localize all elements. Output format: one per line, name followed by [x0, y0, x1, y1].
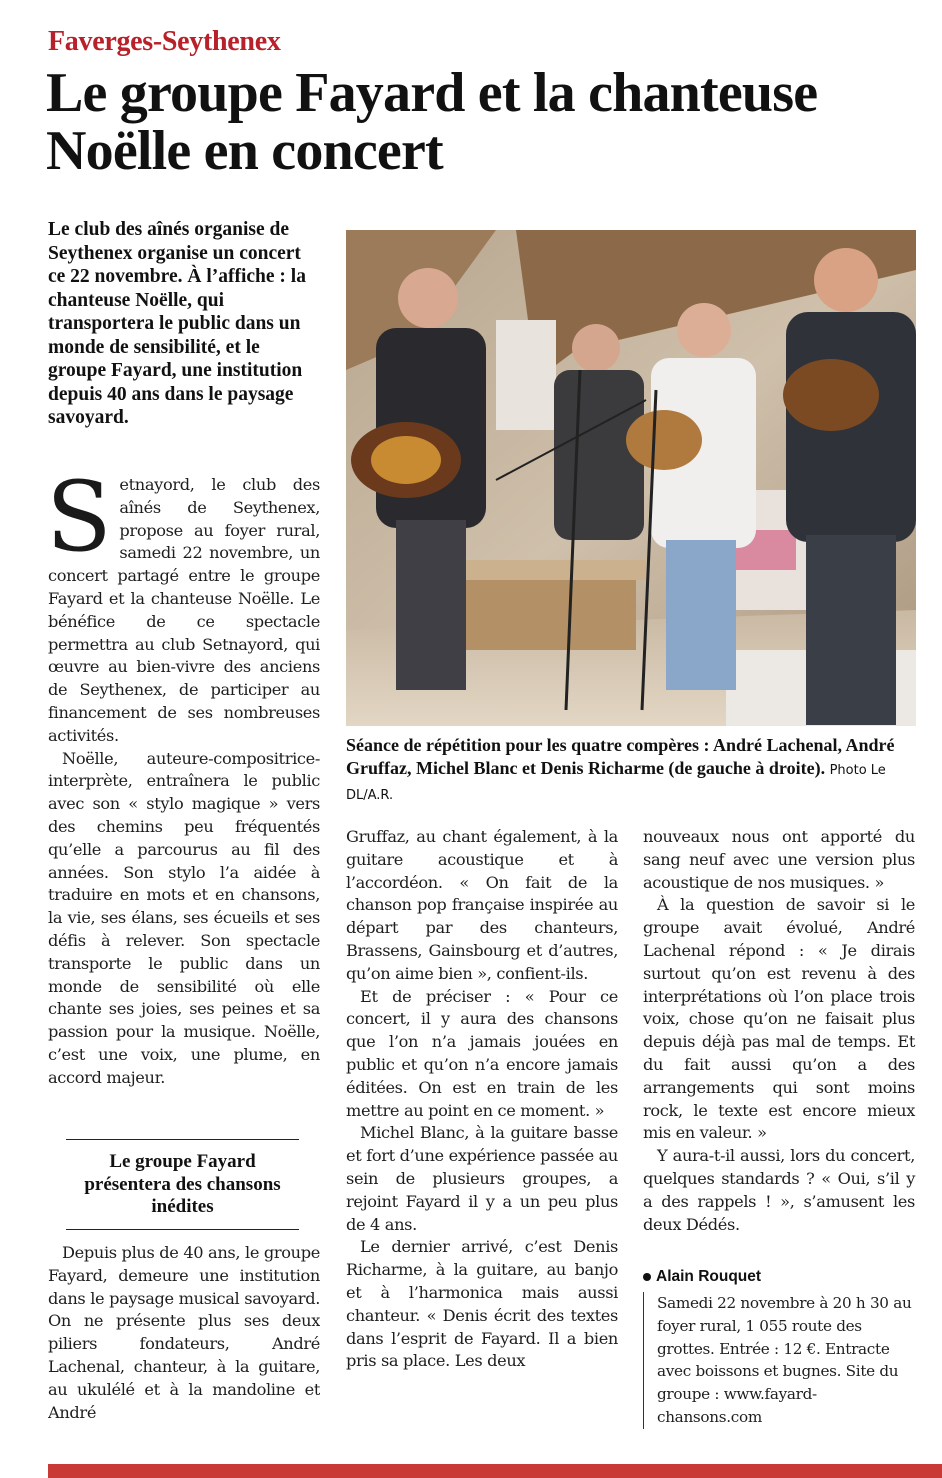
body-paragraph: Depuis plus de 40 ans, le groupe Fayard, demeure une institution dans le paysage musical savoyard. On ne présente plus ses deux piliers fondateurs, André Lachenal, chanteur, à la guitare, au ukulélé et à la mandoline et André: [48, 1243, 320, 1422]
article-column-1: [46, 461, 320, 1090]
bottom-color-bar: [48, 1464, 942, 1478]
body-paragraph: Gruffaz, au chant également, à la guitare acoustique et à l’accordéon. « On fait de la chanson pop française inspirée au départ par des chanteurs, Brassens, Gainsbourg et d’autres, qu’on aime bien », confient-ils.: [346, 827, 618, 983]
intertitle: Le groupe Fayard présentera des chansons inédites: [84, 1151, 281, 1217]
article-column-2: [346, 826, 618, 1373]
body-paragraph: Et de préciser : « Pour ce concert, il y aura des chansons que l’on n’a jamais jouées en public et qu’on n’a encore jamais éditées. On est en train de les mettre au point en ce moment. »: [346, 986, 618, 1120]
author-signature: [643, 1268, 761, 1286]
article-column-3: [643, 826, 915, 1236]
author-name: Alain Rouquet: [656, 1268, 762, 1285]
drop-cap: S: [46, 461, 112, 573]
body-paragraph: Y aura-t-il aussi, lors du concert, quelques standards ? « Oui, s’il y a des rappels ! », s’amusent les deux Dédés.: [643, 1146, 915, 1234]
body-paragraph: etnayord, le club des aînés de Seythenex, propose au foyer rural, samedi 22 novembre, un concert partagé entre le groupe Fayard et la chanteuse Noëlle. Le bénéfice de ce spectacle permettra au club Setnayord, qui œuvre au bien-vivre des anciens de Seythenex, de participer au financement de ses nombreuses activités.: [48, 475, 320, 745]
body-paragraph: Michel Blanc, à la guitare basse et fort d’une expérience passée au sein de plusieurs groupes, a rejoint Fayard il y a un peu plus de 4 ans.: [346, 1123, 618, 1234]
body-paragraph: À la question de savoir si le groupe avait évolué, André Lachenal répond : « Je dirais surtout qu’on est revenu à des interprétations où l’on place trois voix, chose qu’on ne faisait plus depuis déjà pas mal de temps. Et du fait aussi qu’on a des arrangements qui sont moins rock, le texte est encore mieux mis en valeur. »: [643, 895, 915, 1143]
article-column-1-bottom: [48, 1242, 320, 1432]
body-paragraph: Le dernier arrivé, c’est Denis Richarme, à la guitare, au banjo et à l’harmonica mais aussi chanteur. « Denis écrit des textes dans l’esprit de Fayard. Il a bien pris sa place. Les deux: [346, 1237, 618, 1371]
article-headline: Le groupe Fayard et la chanteuse Noëlle en concert: [46, 62, 818, 182]
event-info-box: Samedi 22 novembre à 20 h 30 au foyer rural, 1 055 route des grottes. Entrée : 12 €. Entracte avec boissons et bugnes. Site du groupe : www.fayard-chansons.com: [643, 1292, 915, 1429]
caption-text: Séance de répétition pour les quatre compères : André Lachenal, André Gruffaz, Michel Blanc et Denis Richarme (de gauche à droite).: [346, 735, 895, 778]
intertitle-box: [66, 1139, 299, 1230]
body-paragraph-full: [0, 0, 1, 1]
intertitle-rule: [66, 1229, 299, 1230]
rehearsal-photo: [346, 230, 916, 726]
body-paragraph: nouveaux nous ont apporté du sang neuf avec une version plus acoustique de nos musiques. »: [643, 827, 915, 892]
article-kicker: Faverges-Seythenex: [48, 26, 281, 57]
photo-credit: Photo Le DL/A.R.: [346, 762, 886, 803]
body-paragraph: Noëlle, auteure-compositrice-interprète, entraînera le public avec son « stylo magique » vers des chemins peu fréquentés qu’elle a parcourus au fil des années. Son stylo l’a aidée à traduire en mots et en chansons, la vie, ses élans, ses écueils et ses défis à relever. Son spectacle transporte le public dans un monde de sensibilité où elle chante ses joies, ses peines et sa passion pour la musique. Noëlle, c’est une voix, une plume, en accord majeur.: [48, 748, 320, 1087]
article-lead: Le club des aînés organise de Seythenex organise un concert ce 22 novembre. À l’affiche : la chanteuse Noëlle, qui transportera le public dans un monde de sensibilité, et le groupe Fayard, une institution depuis 40 ans dans le paysage savoyard.: [48, 219, 306, 428]
photo-caption: [346, 734, 916, 808]
bullet-icon: [643, 1273, 651, 1281]
